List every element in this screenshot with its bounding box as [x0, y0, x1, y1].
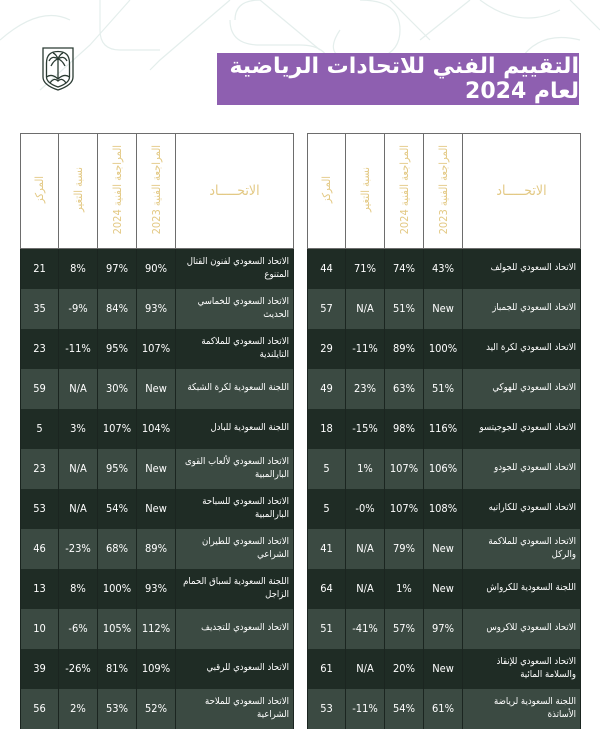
- federation-name: الاتحاد السعودي للرقبي: [176, 649, 294, 689]
- review-2023-value: 100%: [424, 329, 463, 369]
- review-2024-value: 74%: [385, 249, 424, 289]
- rank-value: 51: [308, 609, 346, 649]
- rank-value: 13: [21, 569, 59, 609]
- table-row: [21, 649, 294, 689]
- review-2024-value: 63%: [385, 369, 424, 409]
- table-row: [21, 409, 294, 449]
- review-2023-value: 112%: [137, 609, 176, 649]
- federation-name: الاتحاد السعودي للسباحة البارالمبية: [176, 489, 294, 529]
- federation-name: الاتحاد السعودي للملاكمة التايلندية: [176, 329, 294, 369]
- rank-value: 56: [21, 689, 59, 729]
- table-row: [308, 409, 581, 449]
- rank-value: 53: [21, 489, 59, 529]
- federation-name: الاتحاد السعودي للجولف: [463, 249, 581, 289]
- review-2024-value: 107%: [385, 489, 424, 529]
- header-review-2023: المراجعة الفنية 2023: [137, 134, 176, 249]
- header-federation: الاتحـــــاد: [176, 134, 294, 249]
- rank-value: 29: [308, 329, 346, 369]
- rank-value: 18: [308, 409, 346, 449]
- federation-name: الاتحاد السعودي للجوجيتسو: [463, 409, 581, 449]
- federation-name: الاتحاد السعودي للكاراتيه: [463, 489, 581, 529]
- federation-name: اللجنة السعودية للكرواش: [463, 569, 581, 609]
- change-value: N/A: [346, 289, 385, 329]
- review-2023-value: 61%: [424, 689, 463, 729]
- review-2023-value: New: [424, 569, 463, 609]
- review-2024-value: 51%: [385, 289, 424, 329]
- change-value: N/A: [59, 369, 98, 409]
- review-2023-value: New: [424, 649, 463, 689]
- rank-value: 5: [21, 409, 59, 449]
- review-2023-value: New: [137, 489, 176, 529]
- header-review-2024: المراجعة الفنية 2024: [385, 134, 424, 249]
- review-2023-value: 93%: [137, 289, 176, 329]
- rank-value: 35: [21, 289, 59, 329]
- rank-value: 41: [308, 529, 346, 569]
- federation-name: اللجنة السعودية لرياضة الأساتذة: [463, 689, 581, 729]
- change-value: 6%-: [59, 609, 98, 649]
- table-row: [308, 489, 581, 529]
- table-row: [21, 249, 294, 289]
- review-2024-value: 57%: [385, 609, 424, 649]
- rank-value: 64: [308, 569, 346, 609]
- change-value: 15%-: [346, 409, 385, 449]
- review-2024-value: 84%: [98, 289, 137, 329]
- rank-value: 49: [308, 369, 346, 409]
- review-2024-value: 81%: [98, 649, 137, 689]
- table-row: [21, 569, 294, 609]
- change-value: 9%-: [59, 289, 98, 329]
- review-2024-value: 54%: [98, 489, 137, 529]
- federation-name: اللجنة السعودية لكرة الشبكة: [176, 369, 294, 409]
- review-2024-value: 54%: [385, 689, 424, 729]
- change-value: 11%-: [346, 329, 385, 369]
- table-row: [308, 689, 581, 729]
- rank-value: 5: [308, 449, 346, 489]
- header-rank: المركز: [308, 134, 346, 249]
- table-row: [308, 529, 581, 569]
- change-value: N/A: [346, 529, 385, 569]
- review-2023-value: New: [424, 289, 463, 329]
- table-row: [21, 449, 294, 489]
- federation-name: الاتحاد السعودي للجودو: [463, 449, 581, 489]
- federation-name: اللجنة السعودية لسباق الحمام الزاجل: [176, 569, 294, 609]
- rank-value: 61: [308, 649, 346, 689]
- federation-name: الاتحاد السعودي للطيران الشراعي: [176, 529, 294, 569]
- rank-value: 57: [308, 289, 346, 329]
- review-2023-value: 93%: [137, 569, 176, 609]
- rank-value: 59: [21, 369, 59, 409]
- palm-tree-emblem-icon: [42, 47, 74, 91]
- change-value: 8%: [59, 249, 98, 289]
- review-2023-value: 90%: [137, 249, 176, 289]
- change-value: 11%-: [59, 329, 98, 369]
- review-2023-value: 108%: [424, 489, 463, 529]
- table-row: [21, 689, 294, 729]
- federation-name: الاتحاد السعودي للاكروس: [463, 609, 581, 649]
- review-2024-value: 53%: [98, 689, 137, 729]
- review-2023-value: 97%: [424, 609, 463, 649]
- change-value: 11%-: [346, 689, 385, 729]
- review-2023-value: 89%: [137, 529, 176, 569]
- change-value: 71%: [346, 249, 385, 289]
- review-2023-value: 107%: [137, 329, 176, 369]
- change-value: 41%-: [346, 609, 385, 649]
- federation-name: الاتحاد السعودي للملاحة الشراعية: [176, 689, 294, 729]
- review-2023-value: New: [424, 529, 463, 569]
- change-value: 8%: [59, 569, 98, 609]
- change-value: 0%-: [346, 489, 385, 529]
- rank-value: 23: [21, 329, 59, 369]
- table-row: [308, 609, 581, 649]
- rank-value: 21: [21, 249, 59, 289]
- rank-value: 53: [308, 689, 346, 729]
- review-2024-value: 68%: [98, 529, 137, 569]
- change-value: N/A: [59, 489, 98, 529]
- table-row: [21, 289, 294, 329]
- table-row: [308, 569, 581, 609]
- rank-value: 23: [21, 449, 59, 489]
- federation-name: الاتحاد السعودي للتجديف: [176, 609, 294, 649]
- table-header-row: [21, 134, 294, 249]
- review-2024-value: 98%: [385, 409, 424, 449]
- review-2023-value: 51%: [424, 369, 463, 409]
- header-review-2023: المراجعة الفنية 2023: [424, 134, 463, 249]
- review-2024-value: 100%: [98, 569, 137, 609]
- table-row: [21, 609, 294, 649]
- change-value: N/A: [59, 449, 98, 489]
- table-row: [21, 529, 294, 569]
- header-change: نسبة التغير: [346, 134, 385, 249]
- change-value: 3%: [59, 409, 98, 449]
- federation-name: الاتحاد السعودي للهوكي: [463, 369, 581, 409]
- change-value: 23%-: [59, 529, 98, 569]
- table-row: [308, 289, 581, 329]
- change-value: 1%: [346, 449, 385, 489]
- review-2023-value: New: [137, 369, 176, 409]
- table-header-row: [308, 134, 581, 249]
- review-2023-value: 104%: [137, 409, 176, 449]
- table-row: [21, 369, 294, 409]
- review-2024-value: 1%: [385, 569, 424, 609]
- header-federation: الاتحـــــاد: [463, 134, 581, 249]
- review-2024-value: 30%: [98, 369, 137, 409]
- table-row: [21, 329, 294, 369]
- federation-name: الاتحاد السعودي لفنون القتال المتنوع: [176, 249, 294, 289]
- federation-name: الاتحاد السعودي للإنقاذ والسلامة المائية: [463, 649, 581, 689]
- review-2023-value: New: [137, 449, 176, 489]
- table-row: [308, 249, 581, 289]
- header-change: نسبة التغير: [59, 134, 98, 249]
- ranking-table-left: [20, 133, 294, 729]
- change-value: 23%: [346, 369, 385, 409]
- table-row: [308, 329, 581, 369]
- federation-name: الاتحاد السعودي للملاكمة والركل: [463, 529, 581, 569]
- review-2023-value: 109%: [137, 649, 176, 689]
- review-2023-value: 43%: [424, 249, 463, 289]
- rank-value: 10: [21, 609, 59, 649]
- review-2024-value: 97%: [98, 249, 137, 289]
- change-value: N/A: [346, 649, 385, 689]
- header-rank: المركز: [21, 134, 59, 249]
- page-title: التقييم الفني للاتحادات الرياضية لعام 2024: [217, 53, 579, 105]
- review-2024-value: 79%: [385, 529, 424, 569]
- rank-value: 44: [308, 249, 346, 289]
- table-row: [21, 489, 294, 529]
- change-value: 26%-: [59, 649, 98, 689]
- federation-name: الاتحاد السعودي لكرة اليد: [463, 329, 581, 369]
- review-2024-value: 107%: [98, 409, 137, 449]
- review-2024-value: 89%: [385, 329, 424, 369]
- table-row: [308, 449, 581, 489]
- federation-name: الاتحاد السعودي للجمباز: [463, 289, 581, 329]
- review-2024-value: 95%: [98, 449, 137, 489]
- table-row: [308, 369, 581, 409]
- review-2024-value: 107%: [385, 449, 424, 489]
- review-2024-value: 20%: [385, 649, 424, 689]
- federation-name: الاتحاد السعودي للخماسي الحديث: [176, 289, 294, 329]
- review-2024-value: 95%: [98, 329, 137, 369]
- review-2024-value: 105%: [98, 609, 137, 649]
- change-value: N/A: [346, 569, 385, 609]
- rank-value: 5: [308, 489, 346, 529]
- table-row: [308, 649, 581, 689]
- federation-name: اللجنة السعودية للبادل: [176, 409, 294, 449]
- review-2023-value: 116%: [424, 409, 463, 449]
- rank-value: 39: [21, 649, 59, 689]
- review-2023-value: 52%: [137, 689, 176, 729]
- rank-value: 46: [21, 529, 59, 569]
- federation-name: الاتحاد السعودي لألعاب القوى البارالمبية: [176, 449, 294, 489]
- change-value: 2%: [59, 689, 98, 729]
- review-2023-value: 106%: [424, 449, 463, 489]
- header-review-2024: المراجعة الفنية 2024: [98, 134, 137, 249]
- ranking-table-right: [307, 133, 581, 729]
